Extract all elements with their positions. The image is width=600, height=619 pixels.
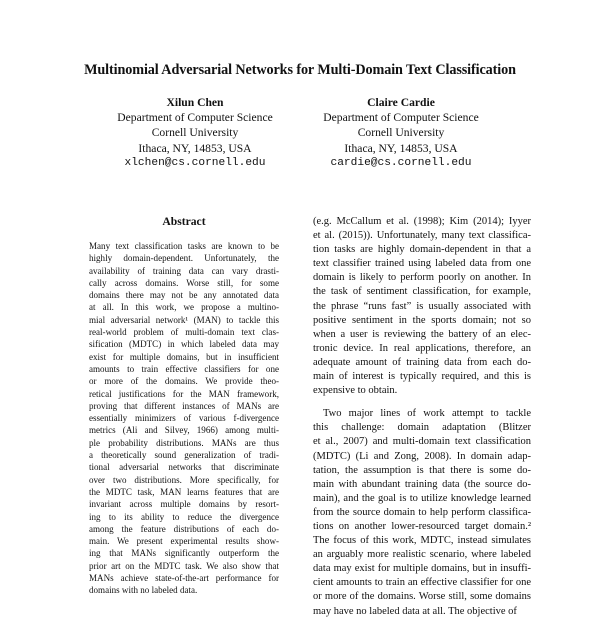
abstract-heading: Abstract (162, 215, 206, 228)
text-line: (e.g. McCallum et al. (1998); Kim (2014); Iyyer (313, 216, 531, 227)
text-line: amounts to train effective classifiers for one (89, 363, 279, 374)
author-university: Cornell University (357, 126, 445, 140)
intro-column (313, 215, 531, 619)
text-line: cally across domains. Worse still, for some (89, 277, 279, 288)
text-line: over two distributions. More specifically, for (89, 474, 279, 485)
author-address: Ithaca, NY, 14853, USA (138, 141, 252, 155)
text-line: an arguably more realistic scenario, where labeled (313, 549, 531, 561)
text-line: availability of training data can vary drasti- (89, 265, 279, 276)
text-line: proving that different instances of MANs are (89, 400, 279, 411)
text-line: from the source domain to help perform classifica- (313, 506, 531, 518)
text-line: the task of sentiment classification, for example, (313, 286, 531, 298)
author-block-1 (95, 95, 295, 171)
author-block-2 (301, 95, 501, 171)
text-line: sification (MDTC) in which labeled data may (89, 339, 279, 350)
text-line: this challenge: domain adaptation (Blitzer (313, 422, 531, 434)
text-line: ple probability distributions. MANs are thus (89, 437, 279, 448)
text-line: domain is likely to perform poorly on another. In (313, 272, 531, 284)
author-email: xlchen@cs.cornell.edu (124, 156, 266, 169)
author-name: Claire Cardie (367, 96, 435, 109)
intro-paragraph-1 (313, 215, 531, 398)
author-email: cardie@cs.cornell.edu (330, 156, 472, 169)
text-line: metrics (Ali and Silvey, 1966) among multi- (89, 425, 279, 436)
author-department: Department of Computer Science (117, 111, 273, 125)
text-line: The focus of this work, MDTC, instead simulates (313, 535, 531, 547)
text-line: et al., 2007) and multi-domain text classification (313, 436, 531, 448)
text-line: a theoretically sound generalization of tradi- (89, 450, 279, 461)
text-line: tation, the assumption is that there is some do- (313, 464, 531, 476)
text-line: main of interest is typically required, and this is (313, 371, 531, 383)
text-line: (MDTC) (Li and Zong, 2008). In domain adap- (313, 450, 531, 462)
text-line: at all. In this work, we propose a multino- (89, 302, 279, 313)
text-line: ing that MANs significantly outperform the (89, 548, 279, 559)
text-line: may have no labeled data at all. The objective of (313, 605, 517, 617)
text-line: cient amounts to train an effective classifier for one (313, 577, 531, 589)
text-line: expensive to obtain. (313, 385, 398, 397)
text-line: prior art on the MDTC task. We also show that (89, 560, 279, 571)
text-line: tional adversarial networks that discriminate (89, 462, 279, 473)
text-line: MANs achieve state-of-the-art performance for (89, 573, 279, 584)
abstract-body (89, 240, 279, 597)
text-line: when a user is reviewing the battery of an elec- (313, 328, 531, 340)
text-line: tions on another lower-resourced target domain.² (313, 520, 531, 532)
text-line: adequate amount of training data from each do- (313, 356, 531, 368)
text-line: among the feature distributions of each do- (89, 523, 279, 534)
text-line: domains there may not be any annotated data (89, 290, 279, 301)
text-line: Many text classification tasks are known to be (89, 241, 279, 251)
text-line: domains with no labeled data. (89, 585, 198, 596)
text-line: Two major lines of work attempt to tackle (323, 408, 531, 420)
text-line: positive sentiment in the sports domain; not so (313, 314, 531, 326)
text-line: text classifier trained using labeled data from one (313, 258, 531, 270)
author-department: Department of Computer Science (323, 111, 479, 125)
text-line: the phrase “runs fast” is usually associated with (313, 300, 531, 312)
text-line: et al. (2015)). Unfortunately, many text classifica- (313, 230, 531, 242)
text-line: data may exist for multiple domains, but in insuffi- (313, 563, 531, 575)
text-line: or more of the domains. We provide theo- (89, 376, 279, 387)
text-line: or more of the domains. Worse still, some domains (313, 591, 531, 603)
text-line: main), and the goal is to utilize knowledge learned (313, 492, 531, 504)
text-line: main with abundant training data (the source do- (313, 478, 531, 490)
intro-paragraph-2 (313, 407, 531, 618)
text-line: retical justifications for the MAN framework, (89, 388, 279, 399)
text-line: invariant across multiple domains by resort- (89, 499, 279, 510)
text-line: ing to its ability to reduce the divergence (89, 511, 279, 522)
text-line: tion tasks are highly domain-dependent in that a (313, 244, 531, 256)
author-name: Xilun Chen (166, 96, 224, 109)
text-line: mial adversarial network¹ (MAN) to tackle this (89, 314, 279, 325)
text-line: real-world problem of multi-domain text clas- (89, 327, 279, 338)
text-line: exist for multiple domains, but in insufficient (89, 351, 279, 362)
author-address: Ithaca, NY, 14853, USA (344, 141, 458, 155)
text-line: highly domain-dependent. Unfortunately, the (89, 253, 279, 264)
author-university: Cornell University (151, 126, 239, 140)
text-line: main. We present experimental results show- (89, 536, 279, 547)
text-line: tronic device. In real applications, therefore, an (313, 342, 531, 354)
text-line: the MDTC task, MAN learns features that are (89, 486, 279, 497)
paper-title: Multinomial Adversarial Networks for Multi-Domain Text Classification (84, 62, 516, 78)
text-line: essentially minimizers of various f-divergence (89, 413, 279, 424)
